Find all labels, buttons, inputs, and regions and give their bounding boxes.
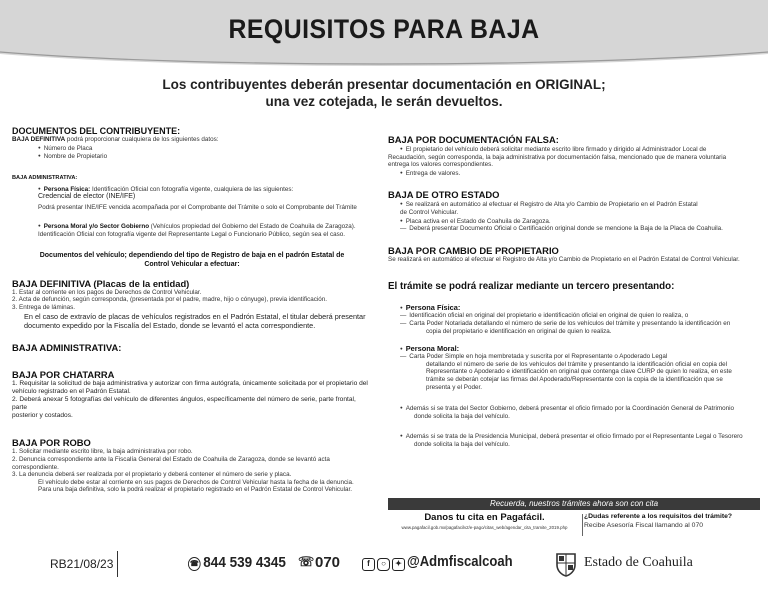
pf-text: Identificación Oficial con fotografía vigente, cualquiera de las siguientes: <box>90 185 294 193</box>
otro-line-4: — Deberá presentar Documento Oficial o Certificación original donde se mencione la Baja de la Placa de Coahuila. <box>388 225 758 233</box>
header-wave <box>0 48 768 74</box>
pm-line-1: — Carta Poder Simple en hoja membretada y suscrita por el Representante o Apoderado Legal <box>388 353 758 361</box>
cambio-title: BAJA POR CAMBIO DE PROPIETARIO <box>388 244 559 256</box>
footer-divider <box>117 551 118 577</box>
pf-line-3: copia del propietario e identificación en original de quien lo realiza. <box>426 327 612 335</box>
cita-banner: Recuerda, nuestros trámites ahora son con cita <box>388 498 760 510</box>
otro-title: BAJA DE OTRO ESTADO <box>388 189 500 201</box>
phone-icon: ☏ <box>298 554 315 569</box>
cta-right-line-1: ¿Dudas referente a los requisitos del trámite? <box>584 513 733 520</box>
left-column <box>12 126 372 494</box>
gov-name: Estado de Coahuila <box>584 555 693 570</box>
bd-text: podrá proporcionar cualquiera de los siguientes datos: <box>65 136 219 143</box>
cta-right-line-2: Recibe Asesoría Fiscal llamando al 070 <box>584 522 704 529</box>
pm-line <box>12 222 372 231</box>
pm-line-4: trámite se deberán cotejar las firmas del Apoderado/Representante con la copia de la identificación que se <box>426 375 723 383</box>
bd-label: BAJA DEFINITIVA <box>12 136 66 143</box>
list-item: ● Nombre de Propietario <box>12 152 372 161</box>
bdef-title: BAJA DEFINITIVA (Placas de la entidad) <box>12 277 190 289</box>
list-item: 1. Requisitar la solicitud de baja administrativa y autorizar con firma autógrafa, únicamente solicitada por el propietario del <box>12 380 368 388</box>
falsa-line-4: ● Entrega de valores. <box>388 169 758 178</box>
tercero-title: El trámite se podrá realizar mediante un tercero presentando: <box>388 281 675 293</box>
list-item: 2. Acta de defunción, según corresponda, (presentada por el padre, madre, hijo o cónyuge), previa identificación. <box>12 296 328 304</box>
gob-line-1: ● Además si se trata del Sector Gobierno, deberá presentar el oficio firmado por la Coordinación General de Patrimonio <box>388 404 758 413</box>
page-title: REQUISITOS PARA BAJA <box>228 14 540 44</box>
mun-line-1: ● Además si se trata de la Presidencia Municipal, deberá presentar el oficio firmado por el Representante Legal o Tesorero <box>388 432 758 441</box>
chat-title: BAJA POR CHATARRA <box>12 369 115 381</box>
list-item: 1. Solicitar mediante escrito libre, la baja administrativa por robo. <box>12 448 193 456</box>
pf-label: Persona Física: <box>43 185 91 193</box>
list-item: 1. Estar al corriente en los pagos de Derechos de Control Vehicular. <box>12 288 202 296</box>
list-item: 2. Deberá anexar 5 fotografías del vehículo de diferentes ángulos, específicamente del número de serie, parte frontal, parte <box>12 396 356 412</box>
veh-line-2: Control Vehicular a efectuar: <box>144 260 240 268</box>
bd-intro <box>12 136 372 144</box>
cambio-line: Se realizará en automático al efectuar el Registro de Alta y/o Cambio de Propietario en el Padrón Estatal de Control Vehicular. <box>388 255 740 263</box>
right-column <box>388 134 758 448</box>
ba-title: BAJA ADMINISTRATIVA: <box>12 174 78 181</box>
badm-title: BAJA ADMINISTRATIVA: <box>12 342 122 354</box>
pf-line-2: Credencial de elector (INE/IFE) <box>38 193 136 201</box>
falsa-line-3: entrega los valores correspondientes. <box>388 161 494 169</box>
twitter-icon: ✦ <box>392 558 405 571</box>
pm-line-3: Representante o Apoderado e identificación en original que contenga clave CURP de quien lo realiza, en este <box>426 368 732 376</box>
cta-url-link[interactable]: www.pagafacil.gob.mx/pagafacilv2/e-pago/citas_web/agendar_cita_tramite_2019.php <box>401 525 568 530</box>
list-item: vehículo registrado en el Padrón Estatal. <box>12 388 131 396</box>
doc-code: RB21/08/23 <box>50 557 114 571</box>
pf-line <box>12 185 372 194</box>
pf-line-1: — Identificación oficial en original del propietario e identificación oficial en original de quien lo realiza, o <box>388 312 758 320</box>
whatsapp-contact[interactable] <box>188 554 286 571</box>
pm-label: Persona Moral y/o Sector Gobierno <box>43 223 150 231</box>
bdef-note-1: En el caso de extravío de placas de vehículos registrados en el Padrón Estatal, el titular deberá presentar <box>24 312 366 322</box>
falsa-title: BAJA POR DOCUMENTACIÓN FALSA: <box>388 134 559 145</box>
whatsapp-icon: ☎ <box>188 557 201 571</box>
facebook-icon: f <box>362 558 375 571</box>
instagram-icon: ○ <box>377 558 390 571</box>
otro-line-3: ● Placa activa en el Estado de Coahuila de Zaragoza. <box>388 217 758 226</box>
list-item: 3. La denuncia deberá ser realizada por el propietario y deberá contener el número de serie y placa. <box>12 471 292 479</box>
falsa-line-1: ● El propietario del vehículo deberá solicitar mediante escrito libre firmado y dirigido al Administrador Local de <box>388 145 758 154</box>
intro-text <box>0 76 768 110</box>
coat-of-arms-icon <box>555 551 577 577</box>
mun-line-2: donde solicita la baja del vehículo. <box>414 440 510 448</box>
cta-right <box>584 512 760 530</box>
robo-title: BAJA POR ROBO <box>12 437 91 449</box>
list-item: 2. Denuncia correspondiente ante la Fiscalía General del Estado de Coahuila de Zaragoza, donde se levantó acta correspondiente. <box>12 456 330 471</box>
cta-left-title: Danos tu cita en Pagafácil. <box>424 512 545 523</box>
pf-title: ● Persona Física: <box>388 303 758 312</box>
pm-text: (Vehículos propiedad del Gobierno del Estado de Coahuila de Zaragoza). <box>149 223 356 231</box>
gob-line-2: donde solicita la baja del vehículo. <box>414 412 510 420</box>
falsa-line-2: Recaudación, según corresponda, la baja administrativa por documentación falsa, mencionado que de manera voluntaria <box>388 153 727 161</box>
pm-line-5: presenta y el Poder. <box>426 383 483 391</box>
pm-line-2: Identificación Oficial con fotografía vigente del Representante Legal o Funcionario Público, según sea el caso. <box>38 231 345 239</box>
docs-title: DOCUMENTOS DEL CONTRIBUYENTE: <box>12 126 181 136</box>
cta-divider <box>582 514 583 536</box>
list-item: 3. Entrega de láminas. <box>12 303 76 311</box>
pf-line-2: — Carta Poder Notariada detallando el número de serie de los vehículos del trámite y presentando la identificación en <box>388 320 758 328</box>
list-item: posterior y costados. <box>12 412 73 420</box>
robo-note-2: Para una baja definitiva, solo la podrá realizar el propietario registrado en el Padrón Estatal de Control Vehicular. <box>38 486 352 494</box>
cta-left <box>388 512 581 531</box>
veh-line-1: Documentos del vehículo; dependiendo del tipo de Registro de baja en el padrón Estatal de <box>39 251 345 259</box>
bdef-note-2: documento expedido por la Fiscalía del Estado, donde se levantó el acta correspondiente. <box>24 321 316 331</box>
pf-line-3: Podrá presentar INE/IFE vencida acompañada por el Comprobante del Trámite o solo el Comprobante del Trámite <box>38 203 357 211</box>
tel-contact[interactable] <box>298 554 340 571</box>
intro-line-2: una vez cotejada, le serán devueltos. <box>265 94 503 109</box>
pm-title: ● Persona Moral: <box>388 344 758 353</box>
intro-line-1: Los contribuyentes deberán presentar documentación en ORIGINAL; <box>162 77 606 92</box>
robo-note-1: El vehículo debe estar al corriente en sus pagos de Derechos de Control Vehicular hasta la fecha de la denuncia. <box>38 478 354 486</box>
list-item: ● Número de Placa <box>12 144 372 153</box>
pm-line-2: detallando el número de serie de los vehículos del trámite y presentando la identificación oficial en copia del <box>426 360 728 368</box>
social-handle[interactable] <box>362 554 524 571</box>
whatsapp-number: 844 539 4345 <box>203 554 286 571</box>
otro-line-1: ● Se realizará en automático al efectuar el Registro de Alta y/o Cambio de Propietario en el Padrón Estatal <box>388 200 758 209</box>
footer <box>0 545 768 585</box>
handle-text: @Admfiscalcoah <box>407 554 513 570</box>
otro-line-2: de Control Vehicular. <box>400 208 459 216</box>
tel-number: 070 <box>315 554 341 571</box>
